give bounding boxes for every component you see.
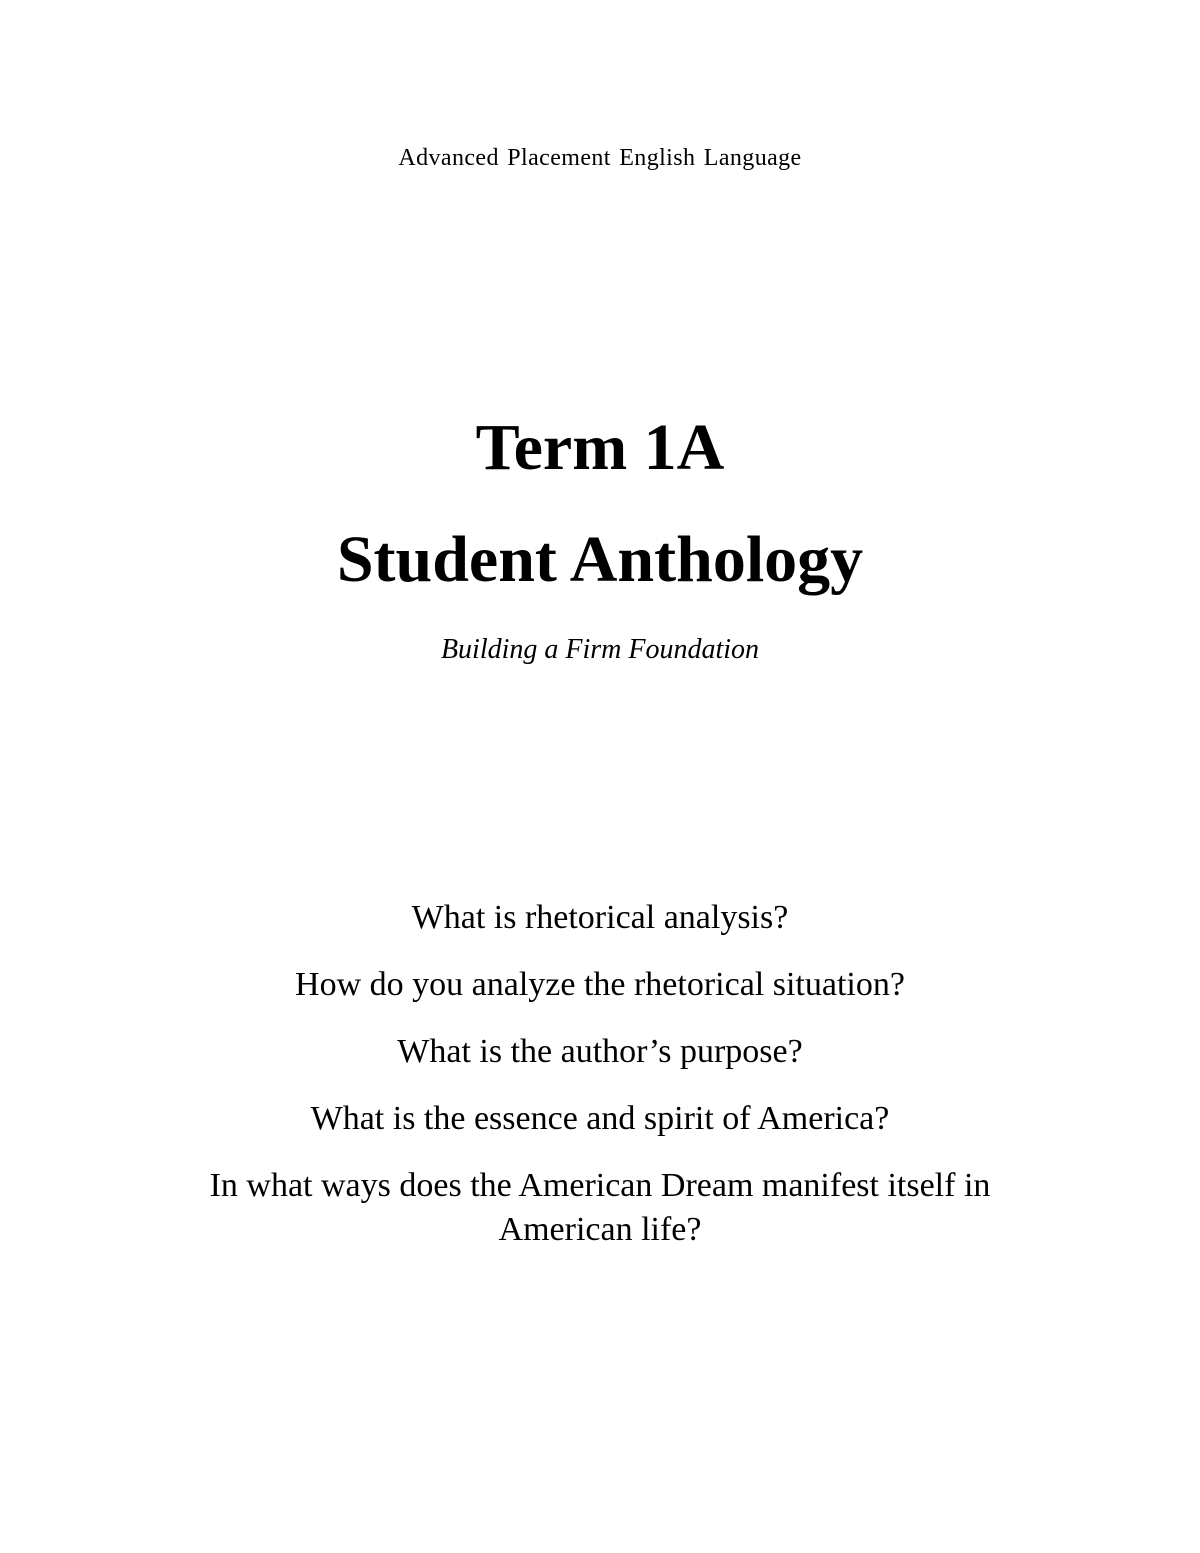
- course-name: Advanced Placement English Language: [398, 145, 802, 171]
- title-anthology: Student Anthology: [336, 523, 864, 596]
- question-item: What is the essence and spirit of America?: [310, 1100, 890, 1137]
- question-item: How do you analyze the rhetorical situation?: [295, 966, 905, 1003]
- subtitle: Building a Firm Foundation: [440, 634, 760, 665]
- question-item: What is the author’s purpose?: [397, 1033, 803, 1070]
- question-item: In what ways does the American Dream manifest itself in American life?: [209, 1167, 991, 1248]
- question-item: What is rhetorical analysis?: [411, 899, 789, 936]
- guiding-questions: [180, 896, 1020, 1275]
- title-term: Term 1A: [475, 411, 725, 484]
